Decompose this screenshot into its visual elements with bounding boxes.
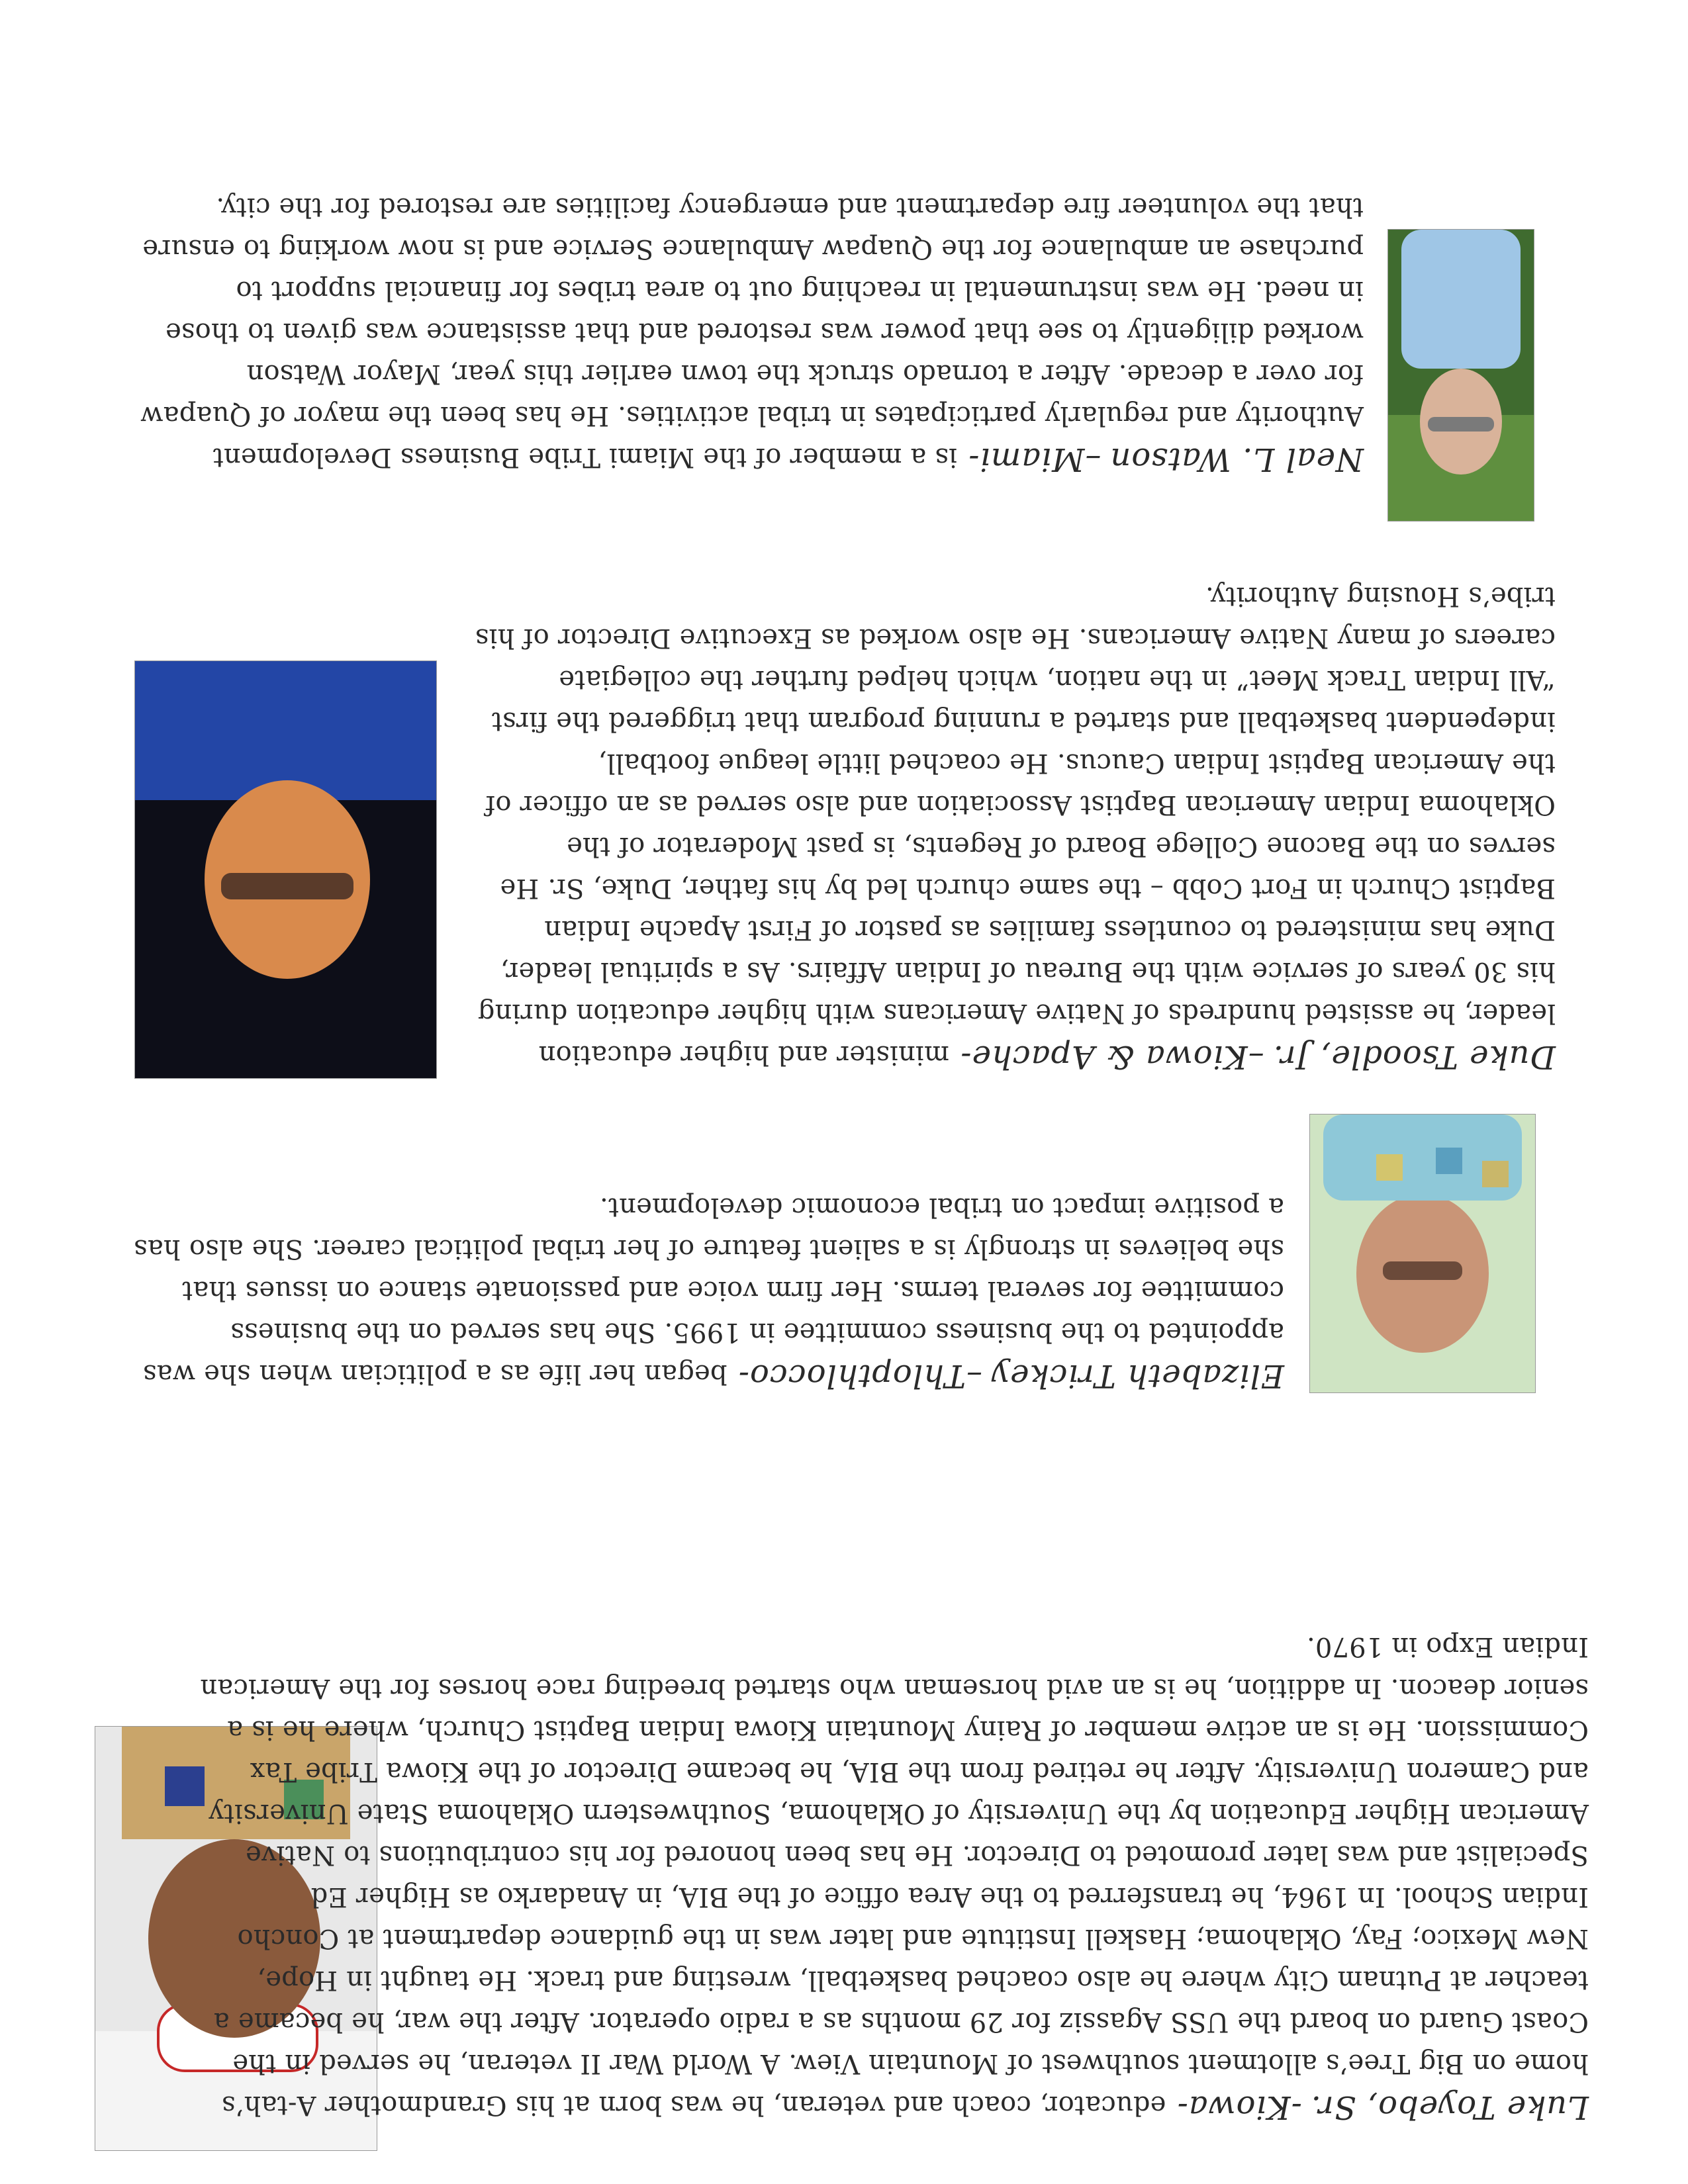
- entry-luke-toyebo: Luke Toyebo, Sr. -Kiowa- educator, coach and veteran, he was born at his Grandmother A-tah’s home on Big Tree’s allotment southwest of Mountain View. A World War II veteran, he served in the Coast Guard on board the USS Agassiz for 29 months as a radio operator. After the war, he became a teacher at Putnam City where he also coached basketball, wresting and track. He taught in Hope, New Mexico; Fay, Oklahoma; Haskell Institute and later was in the guidance department at Concho Indian School. In 1964, he transferred to the Area office of the BIA, in Anadarko as Higher Ed Specialist and was later promoted to Director. He has been honored for his contributions to Native American Higher Education by the University of Oklahoma, Southwestern Oklahoma State University and Cameron University. After he retired from the BIA, he became Director of the Kiowa Tribe Tax Commission. He is an active member of Rainy Mountain Kiowa Indian Baptist Church, where he is a senior deacon. In addition, he is an avid horseman who started breeding race horses for the American Indian Expo in 1970.: [200, 1631, 1589, 2126]
- name-duke-tsoodle: Duke Tsoodle, Jr.: [1272, 1038, 1556, 1075]
- bio-luke-toyebo: educator, coach and veteran, he was born at his Grandmother A-tah’s home on Big Tree’s allotment southwest of Mountain View. A World War II veteran, he served in the Coast Guard on board the USS Agassiz for 29 months as a radio operator. After the war, he became a teacher at Putnam City where he also coached basketball, wresting and track. He taught in Hope, New Mexico; Fay, Oklahoma; Haskell Institute and later was in the guidance department at Concho Indian School. In 1964, he transferred to the Area office of the BIA, in Anadarko as Higher Ed Specialist and was later promoted to Director. He has been honored for his contributions to Native American Higher Education by the University of Oklahoma, Southwestern Oklahoma State University and Cameron University. After he retired from the BIA, he became Director of the Kiowa Tribe Tax Commission. He is an active member of Rainy Mountain Kiowa Indian Baptist Church, where he is a senior deacon. In addition, he is an avid horseman who started breeding race horses for the American Indian Expo in 1970.: [200, 1631, 1589, 2120]
- tribe-neal-watson: Miami: [979, 441, 1085, 478]
- bio-duke-tsoodle: minister and higher education leader, he assisted hundreds of Native Americans with higher education during his 30 years of service with the Bureau of Indian Affairs. As a spiritual leader, Duke has ministered to countless families as pastor of First Apache Indian Baptist Church in Fort Cobb – the same church led by his father, Duke, Sr. He serves on the Bacone College Board of Regents, is past Moderator of the Oklahoma Indian American Baptist Association and also served as an officer of the American Baptist Indian Caucus. He coached little league football, independent basketball and started a running program that triggered the first “All Indian Track Meet” in the nation, which helped further the collegiate careers of many Native Americans. He also worked as Executive Director of his tribe’s Housing Authority.: [475, 581, 1556, 1070]
- name-neal-watson: Neal L. Watson: [1109, 441, 1364, 478]
- tribe-luke-toyebo: Kiowa: [1188, 2089, 1291, 2126]
- photo-duke-tsoodle: [134, 660, 437, 1079]
- bio-neal-watson: is a member of the Miami Tribe Business Development Authority and regularly participates in tribal activities. He has been the mayor of Quapaw for over a decade. After a tornado struck the town earlier this year, Mayor Watson worked diligently to see that power was restored and that assistance was given to those in need. He was instrumental in reaching out to area tribes for financial support to purchase an ambulance for the Quapaw Ambulance Service and is now working to ensure that the volunteer fire department and emergency facilities are restored for the city.: [140, 192, 1364, 473]
- entry-elizabeth-trickey: Elizabeth Trickey –Thlopthlocco- began her life as a politician when she was appointed to the business committee in 1995. She has served on the business committee for several terms. Her firm voice and passionate stance on issues that she believes in strongly is a salient feature of her tribal political career. She also has a positive impact on tribal economic development.: [134, 1192, 1284, 1394]
- photo-elizabeth-trickey: [1309, 1114, 1536, 1393]
- tribe-duke-tsoodle: Kiowa & Apache: [971, 1038, 1248, 1075]
- entry-duke-tsoodle: Duke Tsoodle, Jr. –Kiowa & Apache- minister and higher education leader, he assisted hundreds of Native Americans with higher education during his 30 years of service with the Bureau of Indian Affairs. As a spiritual leader, Duke has ministered to countless families as pastor of First Apache Indian Baptist Church in Fort Cobb – the same church led by his father, Duke, Sr. He serves on the Bacone College Board of Regents, is past Moderator of the Oklahoma Indian American Baptist Association and also served as an officer of the American Baptist Indian Caucus. He coached little league football, independent basketball and started a running program that triggered the first “All Indian Track Meet” in the nation, which helped further the collegiate careers of many Native Americans. He also worked as Executive Director of his tribe’s Housing Authority.: [475, 581, 1556, 1075]
- photo-neal-watson: [1387, 229, 1534, 522]
- entry-neal-watson: Neal L. Watson –Miami- is a member of the Miami Tribe Business Development Authority and regularly participates in tribal activities. He has been the mayor of Quapaw for over a decade. After a tornado struck the town earlier this year, Mayor Watson worked diligently to see that power was restored and that assistance was given to those in need. He was instrumental in reaching out to area tribes for financial support to purchase an ambulance for the Quapaw Ambulance Service and is now working to ensure that the volunteer fire department and emergency facilities are restored for the city.: [140, 192, 1364, 478]
- bio-elizabeth-trickey: began her life as a politician when she was appointed to the business committee in 1995. She has served on the business committee for several terms. Her firm voice and passionate stance on issues that she believes in strongly is a salient feature of her tribal political career. She also has a positive impact on tribal economic development.: [134, 1192, 1284, 1389]
- name-elizabeth-trickey: Elizabeth Trickey: [990, 1357, 1284, 1394]
- name-luke-toyebo: Luke Toyebo, Sr.: [1310, 2089, 1589, 2126]
- tribe-elizabeth-trickey: Thlopthlocco: [749, 1357, 966, 1394]
